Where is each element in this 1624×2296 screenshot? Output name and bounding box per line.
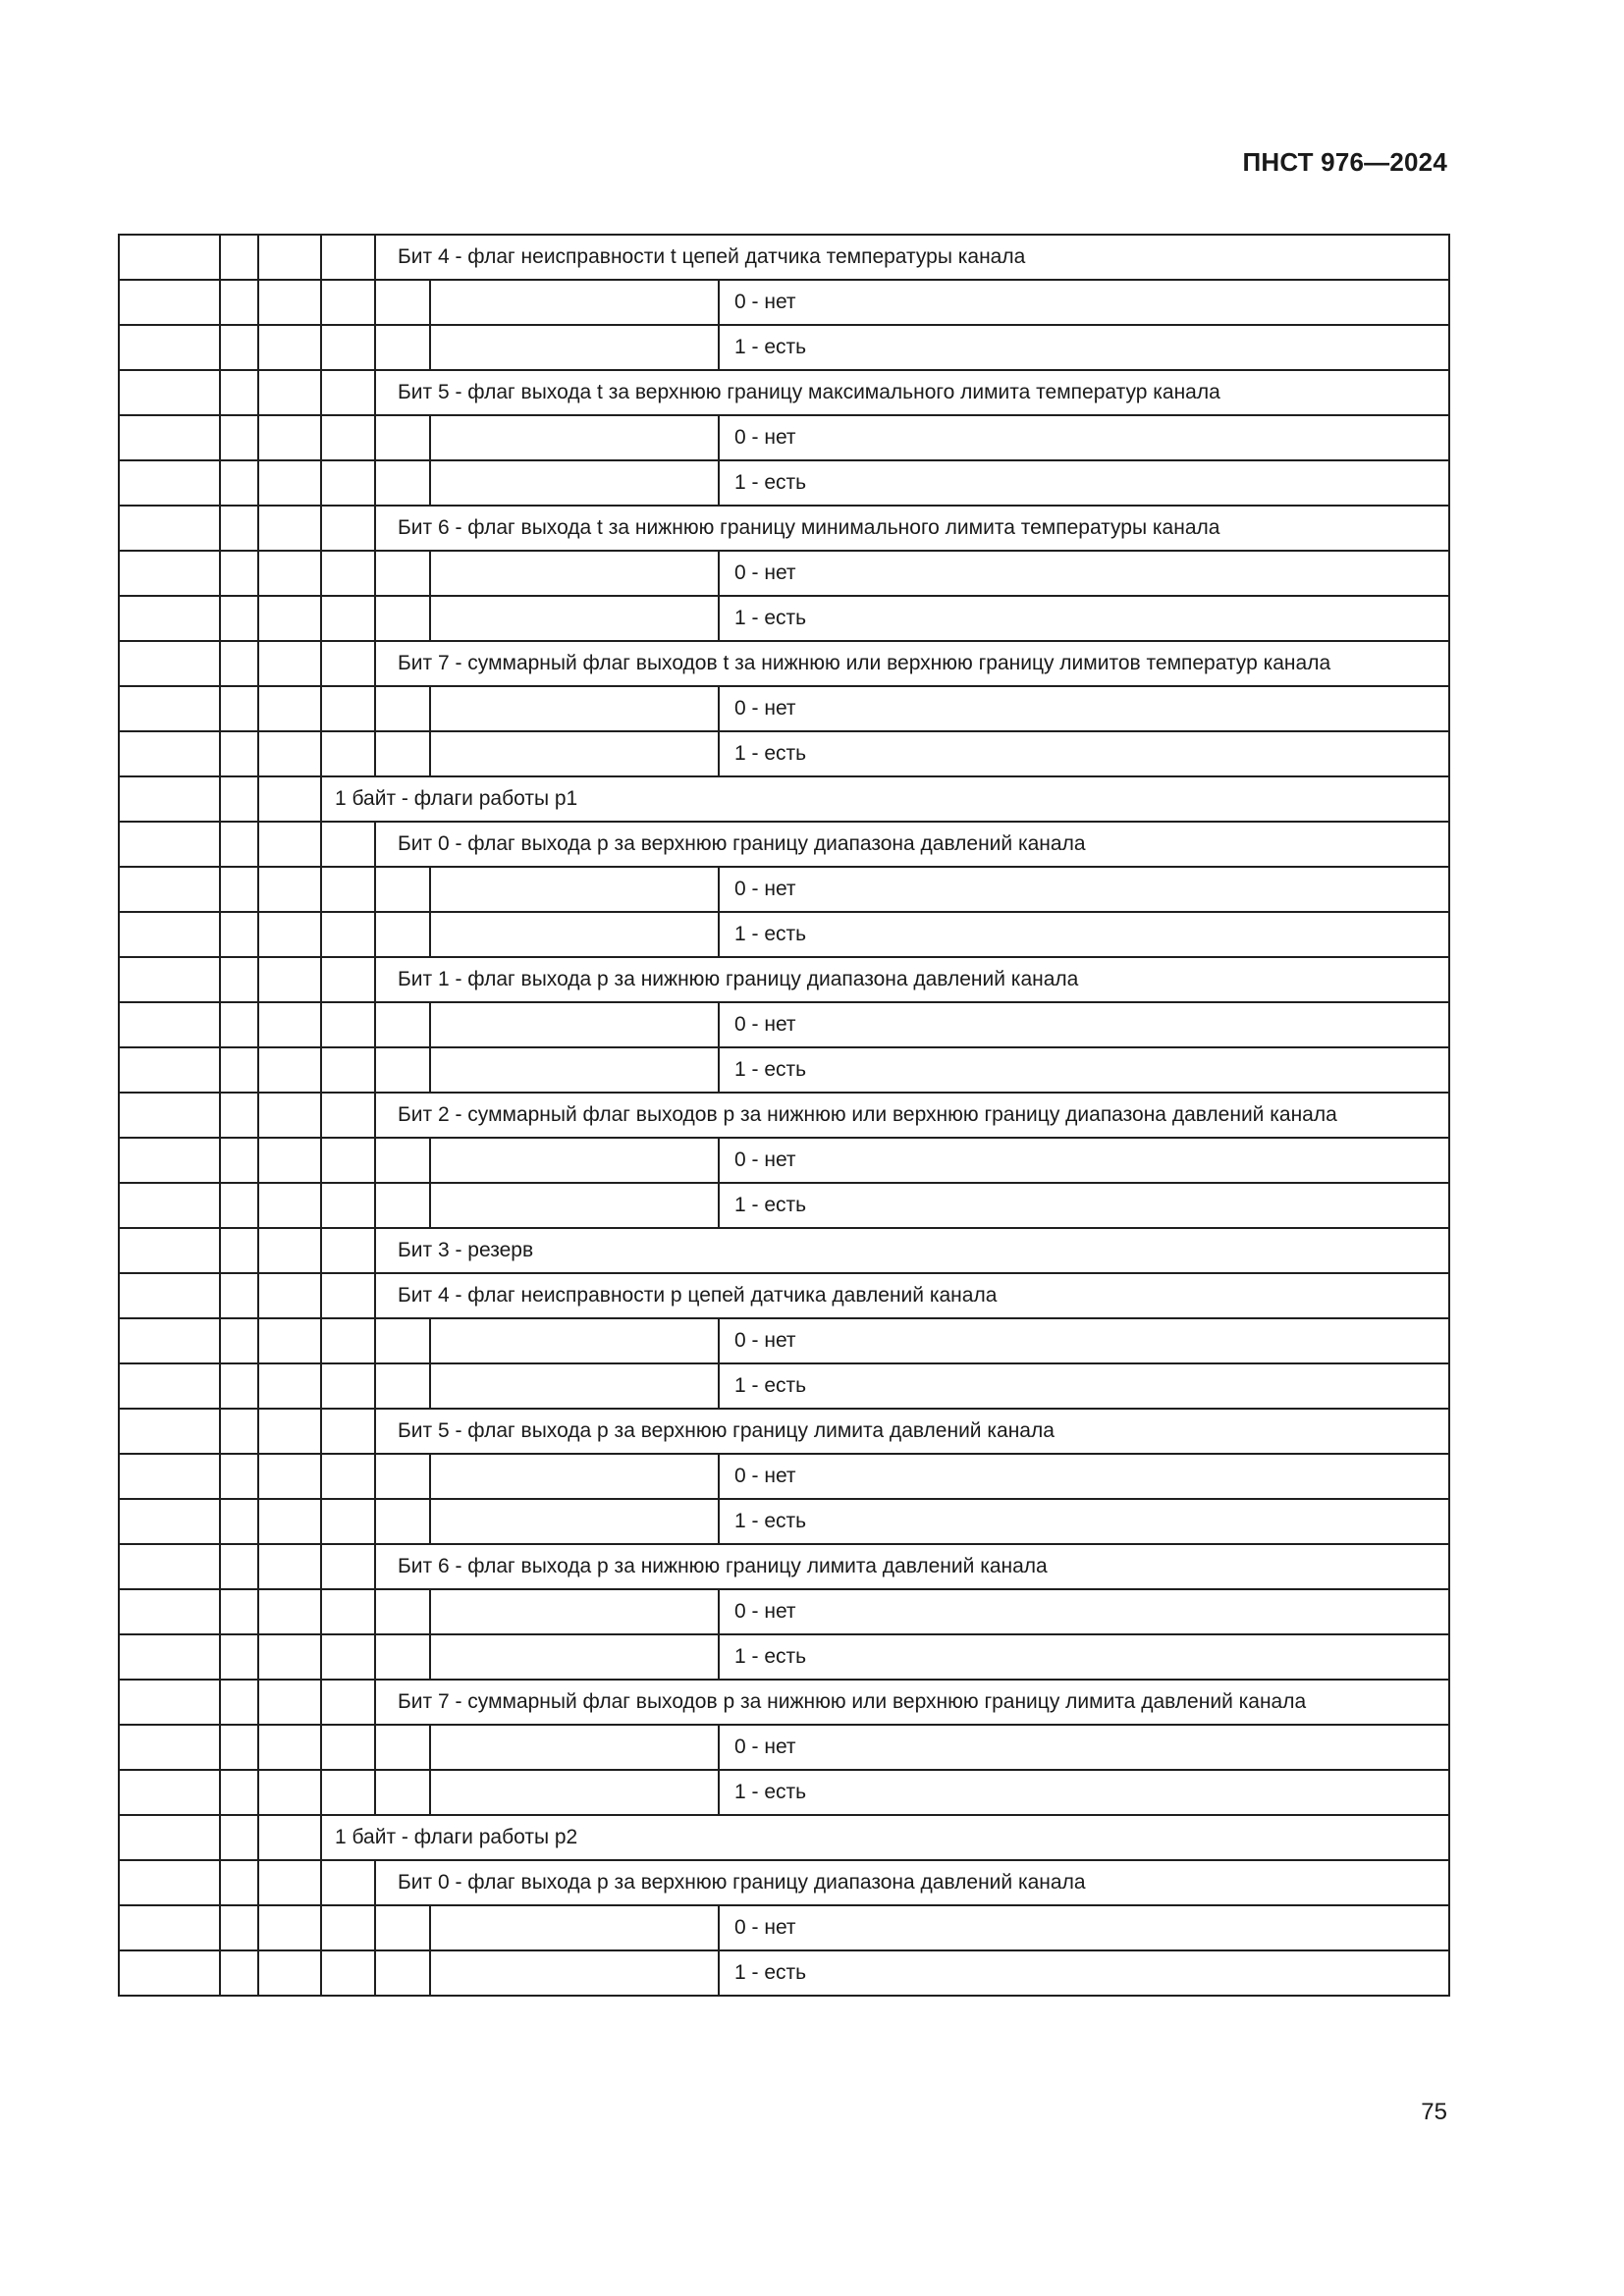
table-row bbox=[119, 1454, 1449, 1499]
bit-description-cell: Бит 4 - флаг неисправности p цепей датчика давлений канала bbox=[375, 1273, 1449, 1318]
empty-cell bbox=[321, 1409, 375, 1454]
empty-cell bbox=[258, 641, 321, 686]
empty-cell bbox=[119, 596, 220, 641]
byte-description-cell: 1 байт - флаги работы p1 bbox=[321, 776, 1449, 822]
value-cell: 1 - есть bbox=[719, 1950, 1449, 1996]
empty-cell bbox=[375, 1183, 430, 1228]
table-row bbox=[119, 1409, 1449, 1454]
empty-cell bbox=[220, 415, 258, 460]
empty-cell bbox=[430, 1725, 719, 1770]
table-row bbox=[119, 822, 1449, 867]
empty-cell bbox=[258, 1589, 321, 1634]
empty-cell bbox=[258, 867, 321, 912]
empty-cell bbox=[321, 1273, 375, 1318]
empty-cell bbox=[258, 1770, 321, 1815]
empty-cell bbox=[321, 415, 375, 460]
empty-cell bbox=[220, 596, 258, 641]
empty-cell bbox=[258, 1680, 321, 1725]
empty-cell bbox=[220, 912, 258, 957]
table-row bbox=[119, 1589, 1449, 1634]
empty-cell bbox=[119, 1725, 220, 1770]
value-cell: 0 - нет bbox=[719, 280, 1449, 325]
empty-cell bbox=[119, 641, 220, 686]
byte-description-cell: 1 байт - флаги работы p2 bbox=[321, 1815, 1449, 1860]
empty-cell bbox=[258, 1905, 321, 1950]
table-row bbox=[119, 1228, 1449, 1273]
empty-cell bbox=[321, 641, 375, 686]
empty-cell bbox=[220, 506, 258, 551]
empty-cell bbox=[119, 1183, 220, 1228]
empty-cell bbox=[258, 912, 321, 957]
value-cell: 1 - есть bbox=[719, 731, 1449, 776]
empty-cell bbox=[220, 1228, 258, 1273]
value-cell: 1 - есть bbox=[719, 460, 1449, 506]
empty-cell bbox=[321, 280, 375, 325]
empty-cell bbox=[258, 1860, 321, 1905]
empty-cell bbox=[375, 1002, 430, 1047]
empty-cell bbox=[430, 1363, 719, 1409]
empty-cell bbox=[430, 1318, 719, 1363]
empty-cell bbox=[321, 551, 375, 596]
empty-cell bbox=[430, 280, 719, 325]
empty-cell bbox=[220, 1860, 258, 1905]
table-row bbox=[119, 460, 1449, 506]
bit-description-cell: Бит 0 - флаг выхода p за верхнюю границу диапазона давлений канала bbox=[375, 1860, 1449, 1905]
empty-cell bbox=[119, 1454, 220, 1499]
bit-description-cell: Бит 5 - флаг выхода p за верхнюю границу лимита давлений канала bbox=[375, 1409, 1449, 1454]
empty-cell bbox=[321, 1138, 375, 1183]
table-row bbox=[119, 1815, 1449, 1860]
value-cell: 1 - есть bbox=[719, 912, 1449, 957]
value-cell: 1 - есть bbox=[719, 1499, 1449, 1544]
empty-cell bbox=[220, 686, 258, 731]
empty-cell bbox=[220, 1002, 258, 1047]
empty-cell bbox=[258, 1409, 321, 1454]
spec-table bbox=[118, 234, 1450, 1997]
empty-cell bbox=[375, 1138, 430, 1183]
empty-cell bbox=[119, 460, 220, 506]
table-row bbox=[119, 731, 1449, 776]
empty-cell bbox=[321, 1047, 375, 1093]
empty-cell bbox=[258, 551, 321, 596]
table-row bbox=[119, 1318, 1449, 1363]
empty-cell bbox=[321, 235, 375, 280]
empty-cell bbox=[119, 1138, 220, 1183]
empty-cell bbox=[321, 1589, 375, 1634]
empty-cell bbox=[321, 1725, 375, 1770]
table-row bbox=[119, 1138, 1449, 1183]
empty-cell bbox=[321, 1680, 375, 1725]
bit-description-cell: Бит 4 - флаг неисправности t цепей датчика температуры канала bbox=[375, 235, 1449, 280]
empty-cell bbox=[119, 776, 220, 822]
bit-description-cell: Бит 7 - суммарный флаг выходов t за нижнюю или верхнюю границу лимитов температур канала bbox=[375, 641, 1449, 686]
empty-cell bbox=[220, 1589, 258, 1634]
table-row bbox=[119, 1273, 1449, 1318]
bit-description-cell: Бит 1 - флаг выхода p за нижнюю границу диапазона давлений канала bbox=[375, 957, 1449, 1002]
empty-cell bbox=[258, 1499, 321, 1544]
empty-cell bbox=[119, 551, 220, 596]
empty-cell bbox=[258, 235, 321, 280]
empty-cell bbox=[375, 460, 430, 506]
value-cell: 0 - нет bbox=[719, 415, 1449, 460]
table-row bbox=[119, 776, 1449, 822]
empty-cell bbox=[258, 1725, 321, 1770]
empty-cell bbox=[321, 460, 375, 506]
empty-cell bbox=[220, 1634, 258, 1680]
empty-cell bbox=[321, 1002, 375, 1047]
empty-cell bbox=[321, 957, 375, 1002]
empty-cell bbox=[220, 1318, 258, 1363]
table-row bbox=[119, 1363, 1449, 1409]
table-row bbox=[119, 1499, 1449, 1544]
empty-cell bbox=[321, 1499, 375, 1544]
empty-cell bbox=[375, 596, 430, 641]
empty-cell bbox=[430, 1499, 719, 1544]
empty-cell bbox=[321, 506, 375, 551]
table-row bbox=[119, 1950, 1449, 1996]
table-row bbox=[119, 235, 1449, 280]
value-cell: 0 - нет bbox=[719, 1138, 1449, 1183]
value-cell: 1 - есть bbox=[719, 1770, 1449, 1815]
empty-cell bbox=[258, 325, 321, 370]
empty-cell bbox=[258, 1273, 321, 1318]
empty-cell bbox=[321, 686, 375, 731]
empty-cell bbox=[375, 912, 430, 957]
empty-cell bbox=[220, 1950, 258, 1996]
empty-cell bbox=[220, 460, 258, 506]
empty-cell bbox=[430, 1183, 719, 1228]
empty-cell bbox=[220, 1725, 258, 1770]
empty-cell bbox=[119, 1860, 220, 1905]
bit-description-cell: Бит 0 - флаг выхода p за верхнюю границу диапазона давлений канала bbox=[375, 822, 1449, 867]
empty-cell bbox=[220, 1138, 258, 1183]
empty-cell bbox=[375, 1499, 430, 1544]
empty-cell bbox=[258, 1093, 321, 1138]
empty-cell bbox=[220, 957, 258, 1002]
empty-cell bbox=[321, 1318, 375, 1363]
empty-cell bbox=[119, 912, 220, 957]
value-cell: 0 - нет bbox=[719, 686, 1449, 731]
empty-cell bbox=[220, 1544, 258, 1589]
empty-cell bbox=[258, 1318, 321, 1363]
empty-cell bbox=[375, 1905, 430, 1950]
empty-cell bbox=[430, 1589, 719, 1634]
empty-cell bbox=[220, 1363, 258, 1409]
empty-cell bbox=[321, 1950, 375, 1996]
empty-cell bbox=[220, 325, 258, 370]
table-row bbox=[119, 1093, 1449, 1138]
empty-cell bbox=[430, 1047, 719, 1093]
empty-cell bbox=[220, 1273, 258, 1318]
empty-cell bbox=[119, 415, 220, 460]
empty-cell bbox=[119, 1093, 220, 1138]
empty-cell bbox=[375, 686, 430, 731]
empty-cell bbox=[321, 1905, 375, 1950]
empty-cell bbox=[220, 1183, 258, 1228]
empty-cell bbox=[258, 822, 321, 867]
empty-cell bbox=[430, 1950, 719, 1996]
table-row bbox=[119, 596, 1449, 641]
table-row bbox=[119, 641, 1449, 686]
empty-cell bbox=[375, 1047, 430, 1093]
empty-cell bbox=[375, 1318, 430, 1363]
table-row bbox=[119, 325, 1449, 370]
value-cell: 1 - есть bbox=[719, 596, 1449, 641]
empty-cell bbox=[258, 370, 321, 415]
empty-cell bbox=[220, 1680, 258, 1725]
empty-cell bbox=[220, 1093, 258, 1138]
empty-cell bbox=[258, 1815, 321, 1860]
empty-cell bbox=[119, 1589, 220, 1634]
value-cell: 0 - нет bbox=[719, 1454, 1449, 1499]
table-row bbox=[119, 506, 1449, 551]
empty-cell bbox=[258, 1002, 321, 1047]
empty-cell bbox=[119, 1544, 220, 1589]
value-cell: 0 - нет bbox=[719, 1725, 1449, 1770]
empty-cell bbox=[258, 1138, 321, 1183]
empty-cell bbox=[430, 1002, 719, 1047]
empty-cell bbox=[119, 1047, 220, 1093]
table-row bbox=[119, 1047, 1449, 1093]
empty-cell bbox=[321, 867, 375, 912]
empty-cell bbox=[220, 1499, 258, 1544]
empty-cell bbox=[375, 1725, 430, 1770]
empty-cell bbox=[258, 596, 321, 641]
empty-cell bbox=[321, 912, 375, 957]
empty-cell bbox=[430, 912, 719, 957]
empty-cell bbox=[321, 1093, 375, 1138]
empty-cell bbox=[220, 641, 258, 686]
empty-cell bbox=[119, 1228, 220, 1273]
table-row bbox=[119, 415, 1449, 460]
empty-cell bbox=[375, 551, 430, 596]
table-row bbox=[119, 912, 1449, 957]
empty-cell bbox=[321, 1363, 375, 1409]
empty-cell bbox=[220, 1815, 258, 1860]
value-cell: 0 - нет bbox=[719, 867, 1449, 912]
empty-cell bbox=[375, 1770, 430, 1815]
empty-cell bbox=[258, 460, 321, 506]
table-row bbox=[119, 1860, 1449, 1905]
empty-cell bbox=[375, 1950, 430, 1996]
empty-cell bbox=[375, 280, 430, 325]
empty-cell bbox=[321, 1228, 375, 1273]
empty-cell bbox=[430, 867, 719, 912]
page-number: 75 bbox=[1421, 2099, 1447, 2125]
empty-cell bbox=[119, 506, 220, 551]
empty-cell bbox=[119, 1950, 220, 1996]
empty-cell bbox=[321, 325, 375, 370]
empty-cell bbox=[375, 1454, 430, 1499]
empty-cell bbox=[258, 686, 321, 731]
empty-cell bbox=[119, 1499, 220, 1544]
table-row bbox=[119, 686, 1449, 731]
value-cell: 1 - есть bbox=[719, 1634, 1449, 1680]
empty-cell bbox=[258, 280, 321, 325]
bit-description-cell: Бит 5 - флаг выхода t за верхнюю границу максимального лимита температур канала bbox=[375, 370, 1449, 415]
bit-description-cell: Бит 7 - суммарный флаг выходов p за нижнюю или верхнюю границу лимита давлений канала bbox=[375, 1680, 1449, 1725]
empty-cell bbox=[430, 731, 719, 776]
empty-cell bbox=[220, 822, 258, 867]
empty-cell bbox=[430, 1138, 719, 1183]
empty-cell bbox=[220, 551, 258, 596]
empty-cell bbox=[258, 776, 321, 822]
table-row bbox=[119, 1634, 1449, 1680]
empty-cell bbox=[119, 1318, 220, 1363]
empty-cell bbox=[119, 731, 220, 776]
empty-cell bbox=[220, 1905, 258, 1950]
empty-cell bbox=[220, 1409, 258, 1454]
bit-description-cell: Бит 2 - суммарный флаг выходов p за нижнюю или верхнюю границу диапазона давлений канала bbox=[375, 1093, 1449, 1138]
empty-cell bbox=[119, 1905, 220, 1950]
empty-cell bbox=[375, 1589, 430, 1634]
value-cell: 0 - нет bbox=[719, 1905, 1449, 1950]
empty-cell bbox=[119, 325, 220, 370]
empty-cell bbox=[430, 415, 719, 460]
empty-cell bbox=[119, 1363, 220, 1409]
empty-cell bbox=[119, 1770, 220, 1815]
empty-cell bbox=[375, 1634, 430, 1680]
empty-cell bbox=[119, 1680, 220, 1725]
bit-description-cell: Бит 6 - флаг выхода p за нижнюю границу лимита давлений канала bbox=[375, 1544, 1449, 1589]
empty-cell bbox=[220, 731, 258, 776]
table-row bbox=[119, 1183, 1449, 1228]
value-cell: 1 - есть bbox=[719, 1047, 1449, 1093]
empty-cell bbox=[430, 686, 719, 731]
value-cell: 0 - нет bbox=[719, 551, 1449, 596]
empty-cell bbox=[220, 235, 258, 280]
bit-description-cell: Бит 3 - резерв bbox=[375, 1228, 1449, 1273]
table-row bbox=[119, 551, 1449, 596]
empty-cell bbox=[220, 1454, 258, 1499]
empty-cell bbox=[258, 957, 321, 1002]
bit-description-cell: Бит 6 - флаг выхода t за нижнюю границу минимального лимита температуры канала bbox=[375, 506, 1449, 551]
table-row bbox=[119, 957, 1449, 1002]
empty-cell bbox=[258, 1544, 321, 1589]
empty-cell bbox=[258, 1228, 321, 1273]
empty-cell bbox=[321, 1183, 375, 1228]
empty-cell bbox=[258, 506, 321, 551]
value-cell: 0 - нет bbox=[719, 1318, 1449, 1363]
empty-cell bbox=[321, 596, 375, 641]
empty-cell bbox=[430, 1770, 719, 1815]
table-row bbox=[119, 1770, 1449, 1815]
empty-cell bbox=[258, 415, 321, 460]
table-row bbox=[119, 1680, 1449, 1725]
empty-cell bbox=[321, 1634, 375, 1680]
empty-cell bbox=[119, 1815, 220, 1860]
table-row bbox=[119, 1002, 1449, 1047]
empty-cell bbox=[119, 1634, 220, 1680]
value-cell: 1 - есть bbox=[719, 1183, 1449, 1228]
empty-cell bbox=[119, 370, 220, 415]
empty-cell bbox=[321, 1454, 375, 1499]
empty-cell bbox=[220, 280, 258, 325]
value-cell: 1 - есть bbox=[719, 1363, 1449, 1409]
empty-cell bbox=[321, 1860, 375, 1905]
empty-cell bbox=[119, 235, 220, 280]
empty-cell bbox=[119, 1273, 220, 1318]
table-row bbox=[119, 1905, 1449, 1950]
value-cell: 1 - есть bbox=[719, 325, 1449, 370]
empty-cell bbox=[375, 415, 430, 460]
empty-cell bbox=[321, 731, 375, 776]
spec-table-body bbox=[119, 235, 1449, 1996]
table-row bbox=[119, 280, 1449, 325]
empty-cell bbox=[430, 325, 719, 370]
empty-cell bbox=[375, 1363, 430, 1409]
value-cell: 0 - нет bbox=[719, 1002, 1449, 1047]
empty-cell bbox=[375, 867, 430, 912]
empty-cell bbox=[430, 551, 719, 596]
empty-cell bbox=[430, 460, 719, 506]
empty-cell bbox=[321, 370, 375, 415]
empty-cell bbox=[258, 1634, 321, 1680]
empty-cell bbox=[220, 370, 258, 415]
empty-cell bbox=[430, 1454, 719, 1499]
empty-cell bbox=[119, 1002, 220, 1047]
empty-cell bbox=[430, 596, 719, 641]
empty-cell bbox=[220, 1770, 258, 1815]
empty-cell bbox=[430, 1634, 719, 1680]
empty-cell bbox=[430, 1905, 719, 1950]
table-row bbox=[119, 1544, 1449, 1589]
empty-cell bbox=[258, 1454, 321, 1499]
empty-cell bbox=[220, 867, 258, 912]
empty-cell bbox=[119, 822, 220, 867]
empty-cell bbox=[375, 325, 430, 370]
empty-cell bbox=[220, 1047, 258, 1093]
empty-cell bbox=[119, 280, 220, 325]
empty-cell bbox=[258, 1183, 321, 1228]
empty-cell bbox=[375, 731, 430, 776]
empty-cell bbox=[220, 776, 258, 822]
empty-cell bbox=[258, 731, 321, 776]
document-header: ПНСТ 976—2024 bbox=[1242, 147, 1447, 177]
empty-cell bbox=[258, 1950, 321, 1996]
empty-cell bbox=[119, 957, 220, 1002]
empty-cell bbox=[321, 822, 375, 867]
table-row bbox=[119, 1725, 1449, 1770]
value-cell: 0 - нет bbox=[719, 1589, 1449, 1634]
empty-cell bbox=[258, 1363, 321, 1409]
empty-cell bbox=[119, 686, 220, 731]
empty-cell bbox=[258, 1047, 321, 1093]
empty-cell bbox=[119, 1409, 220, 1454]
empty-cell bbox=[321, 1770, 375, 1815]
table-row bbox=[119, 370, 1449, 415]
empty-cell bbox=[321, 1544, 375, 1589]
empty-cell bbox=[119, 867, 220, 912]
table-row bbox=[119, 867, 1449, 912]
